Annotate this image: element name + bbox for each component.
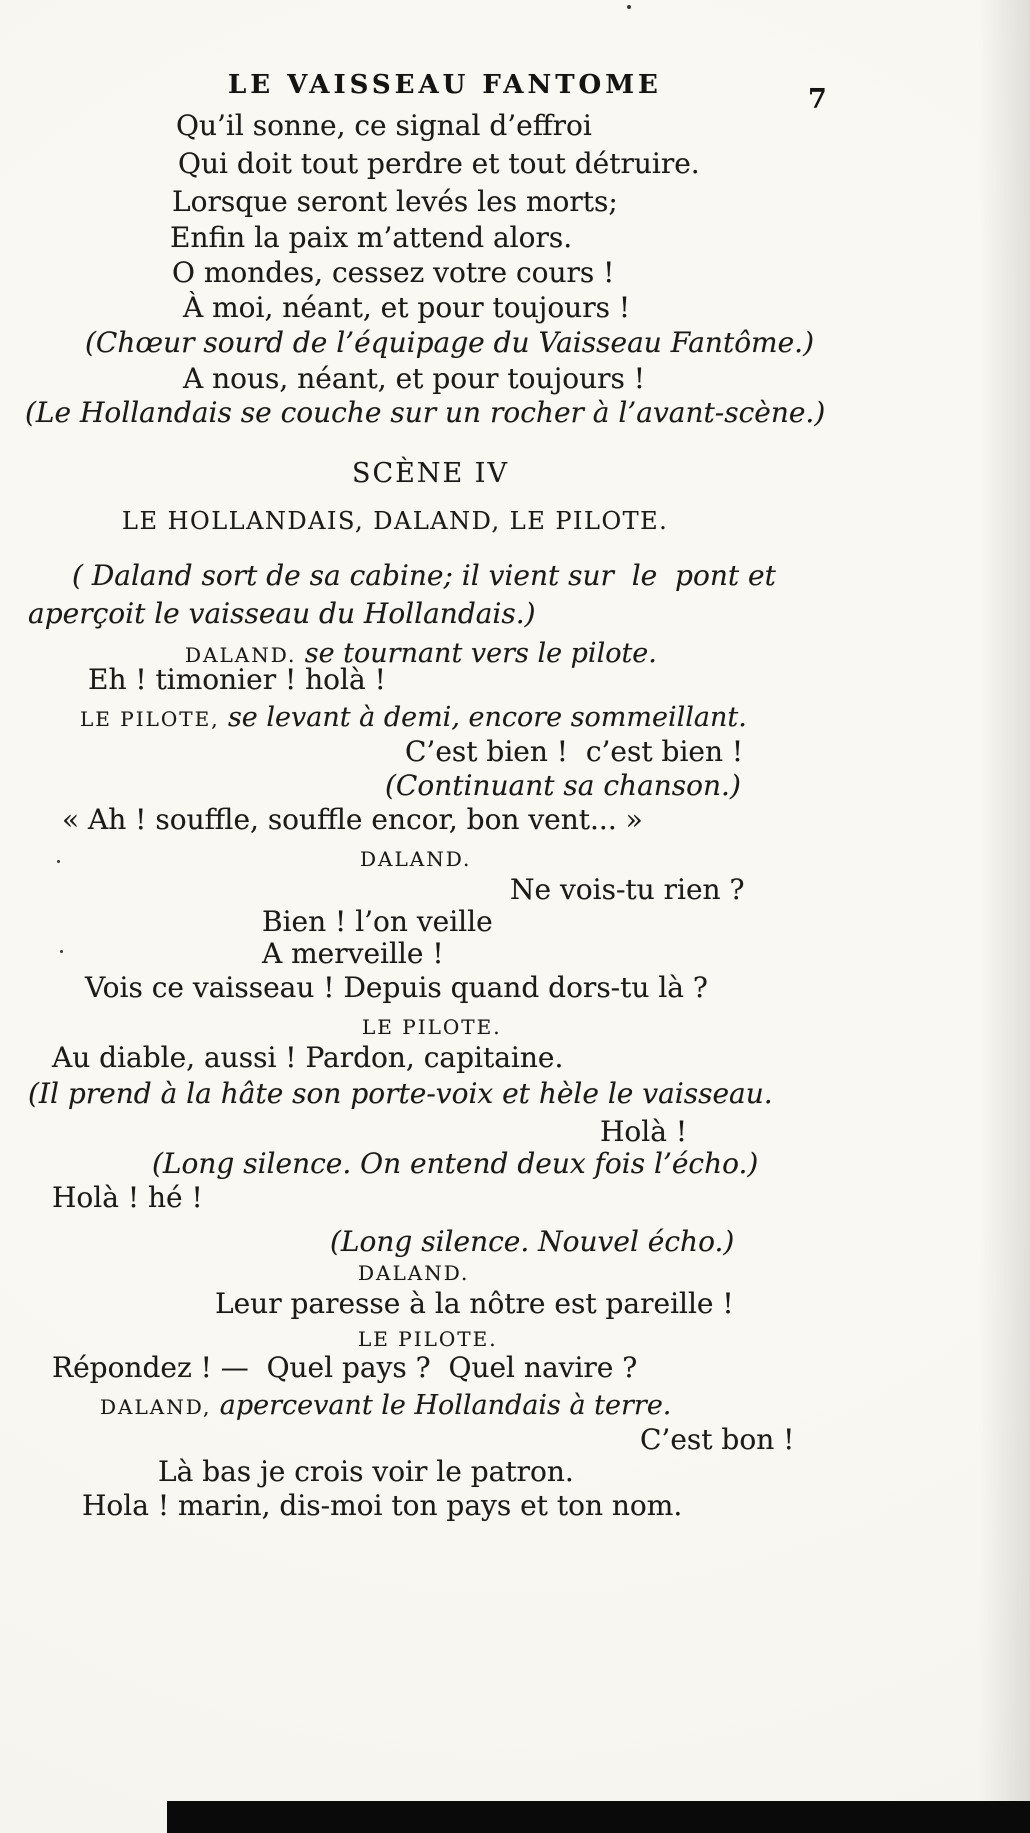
- character-cue: [100, 1390, 671, 1421]
- scan-speck: [627, 5, 631, 9]
- dialogue-line: Holà !: [600, 1115, 688, 1148]
- dialogue-line: Là bas je crois voir le patron.: [158, 1455, 574, 1488]
- verse-line: O mondes, cessez votre cours !: [172, 256, 615, 289]
- page-number: 7: [808, 84, 827, 115]
- character-cue: LE PILOTE.: [362, 1015, 502, 1039]
- verse-line: Lorsque seront levés les morts;: [172, 185, 618, 218]
- character-cue: [80, 702, 747, 733]
- verse-line: A nous, néant, et pour toujours !: [183, 362, 646, 395]
- dialogue-line: Bien ! l’on veille: [262, 905, 493, 938]
- dialogue-line: Vois ce vaisseau ! Depuis quand dors-tu là ?: [85, 971, 708, 1004]
- text-segment: apercevant le Hollandais à terre.: [219, 1390, 672, 1421]
- text-segment: LE PILOTE,: [80, 707, 228, 731]
- dialogue-line: Holà ! hé !: [52, 1181, 203, 1214]
- stage-direction: (Long silence. Nouvel écho.): [330, 1225, 735, 1258]
- scene-heading: SCÈNE IV: [352, 458, 509, 489]
- scan-black-bar: [167, 1801, 1030, 1833]
- dialogue-line: C’est bon !: [640, 1423, 795, 1456]
- text-segment: DALAND.: [185, 643, 305, 667]
- dialogue-line: Ne vois-tu rien ?: [510, 873, 745, 906]
- dialogue-line: Leur paresse à la nôtre est pareille !: [215, 1287, 734, 1320]
- dialogue-line: Répondez ! — Quel pays ? Quel navire ?: [52, 1351, 638, 1384]
- cast-list: LE HOLLANDAIS, DALAND, LE PILOTE.: [122, 507, 669, 535]
- character-cue: DALAND.: [360, 847, 472, 871]
- stage-direction: (Continuant sa chanson.): [385, 769, 741, 802]
- dialogue-line: C’est bien ! c’est bien !: [405, 735, 744, 768]
- dialogue-line: Au diable, aussi ! Pardon, capitaine.: [52, 1041, 564, 1074]
- dialogue-line: A merveille !: [262, 937, 444, 970]
- verse-line: Enfin la paix m’attend alors.: [170, 221, 573, 254]
- stage-direction: (Long silence. On entend deux fois l’écho.): [152, 1147, 759, 1180]
- stage-direction: (Il prend à la hâte son porte-voix et hèle le vaisseau.: [28, 1077, 773, 1110]
- text-segment: se tournant vers le pilote.: [304, 638, 657, 669]
- scan-speck: [60, 950, 63, 953]
- verse-line: Qui doit tout perdre et tout détruire.: [178, 147, 700, 180]
- dialogue-line: Hola ! marin, dis-moi ton pays et ton nom.: [82, 1489, 683, 1522]
- stage-direction: (Chœur sourd de l’équipage du Vaisseau Fantôme.): [85, 326, 814, 359]
- dialogue-line: Eh ! timonier ! holà !: [88, 663, 386, 696]
- stage-direction: aperçoit le vaisseau du Hollandais.): [28, 597, 536, 630]
- stage-direction: ( Daland sort de sa cabine; il vient sur le pont et: [72, 559, 776, 592]
- character-cue: DALAND.: [358, 1261, 470, 1285]
- scan-speck: [57, 860, 60, 863]
- verse-line: À moi, néant, et pour toujours !: [183, 291, 631, 324]
- dialogue-line: « Ah ! souffle, souffle encor, bon vent... »: [62, 803, 643, 836]
- text-segment: se levant à demi, encore sommeillant.: [227, 702, 747, 733]
- stage-direction: (Le Hollandais se couche sur un rocher à l’avant-scène.): [25, 396, 826, 429]
- verse-line: Qu’il sonne, ce signal d’effroi: [176, 109, 592, 142]
- text-segment: DALAND,: [100, 1395, 220, 1419]
- character-cue: LE PILOTE.: [358, 1327, 498, 1351]
- running-title: LE VAISSEAU FANTOME: [228, 70, 662, 100]
